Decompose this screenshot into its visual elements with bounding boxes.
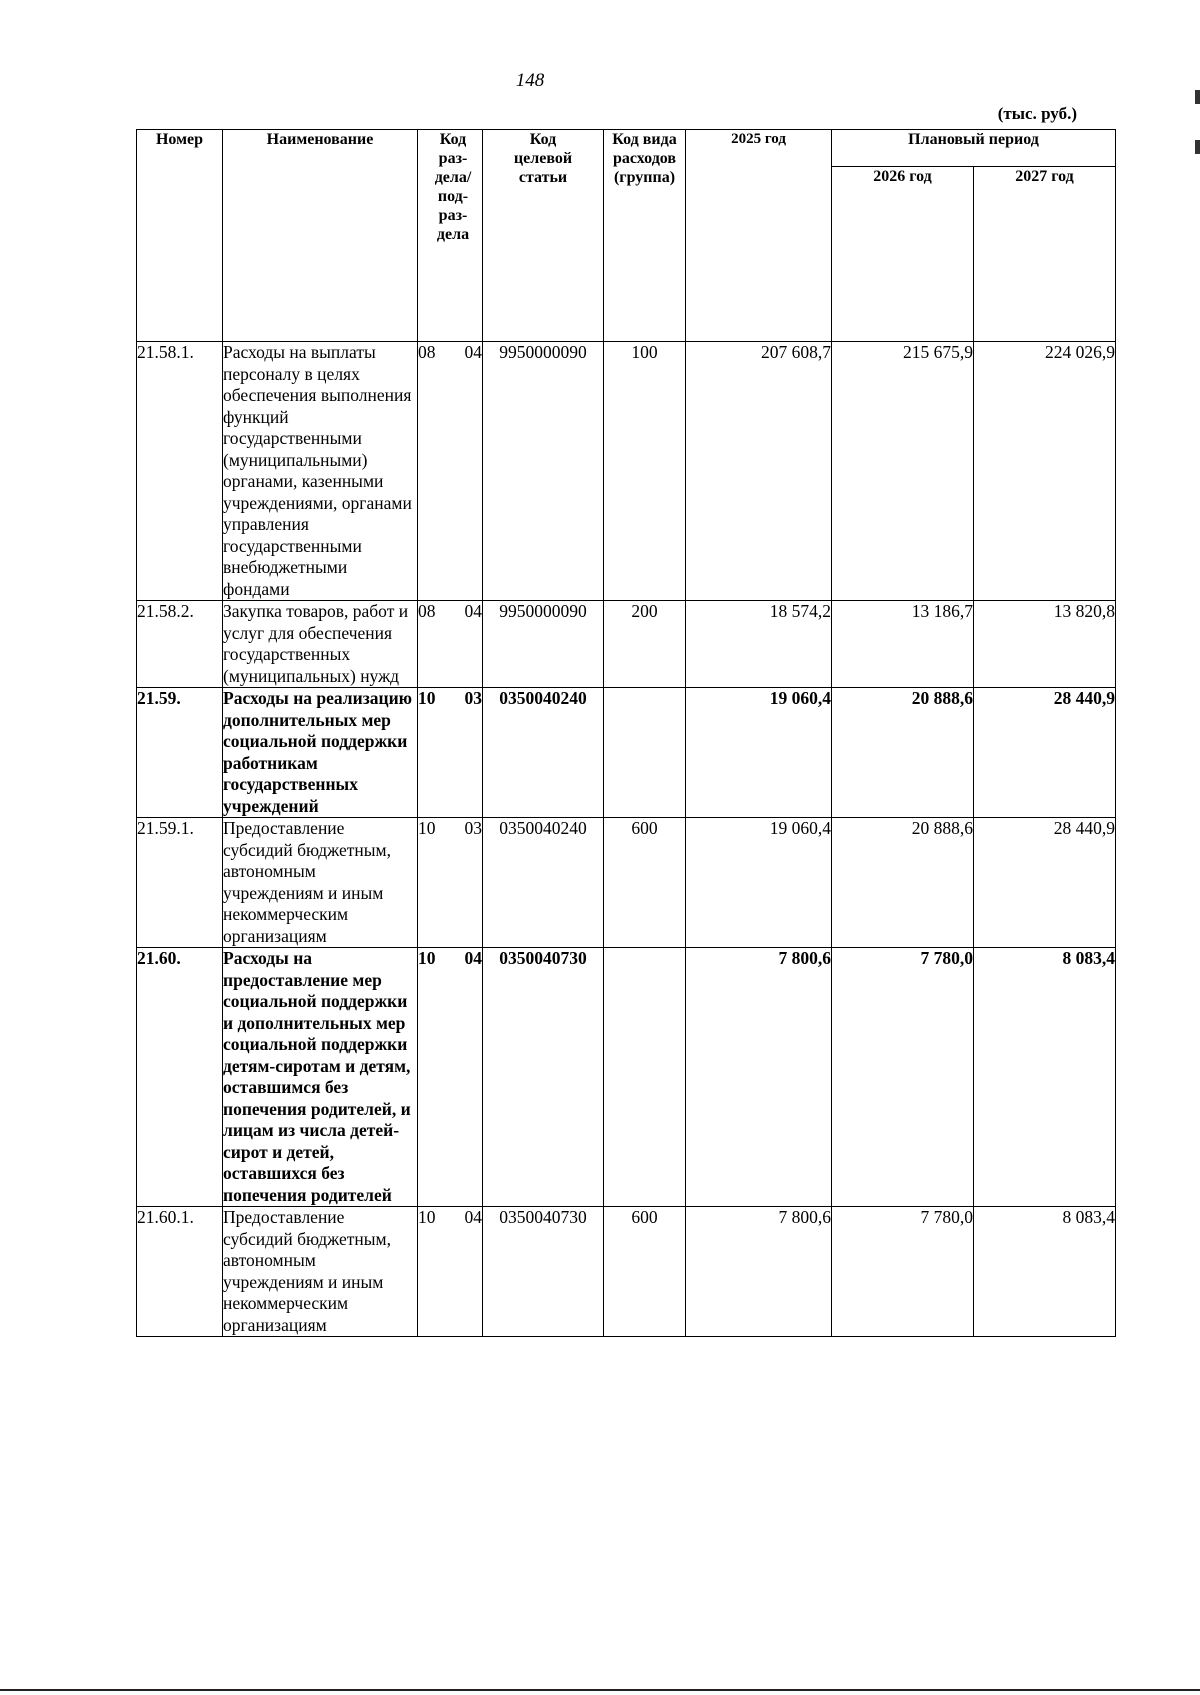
row-number: 21.60.1. [137,1207,223,1337]
row-value-2025: 19 060,4 [686,688,832,818]
header-number: Номер [137,130,223,342]
row-value-2027: 8 083,4 [974,948,1116,1207]
row-subsection: 03 [464,688,482,708]
row-section: 10 [418,818,436,838]
table-row [137,601,1116,688]
row-target-code: 9950000090 [483,342,604,601]
row-value-2027: 28 440,9 [974,818,1116,948]
row-section: 10 [418,688,436,708]
row-value-2027: 28 440,9 [974,688,1116,818]
row-value-2026: 13 186,7 [832,601,974,688]
row-value-2026: 20 888,6 [832,818,974,948]
row-name: Закупка товаров, работ и услуг для обеспечения государственных (муниципальных) нужд [223,601,418,688]
header-section-code: Код раз- дела/ под- раз- дела [418,130,483,342]
row-expense-kind: 600 [604,818,686,948]
row-value-2025: 7 800,6 [686,948,832,1207]
table-row [137,1207,1116,1337]
row-subsection: 03 [464,818,482,838]
row-subsection: 04 [464,1207,482,1227]
page-number: 148 [515,70,545,91]
row-section: 10 [418,948,436,968]
row-name: Предоставление субсидий бюджетным, автономным учреждениям и иным некоммерческим организациям [223,1207,418,1337]
row-expense-kind: 200 [604,601,686,688]
row-number: 21.58.2. [137,601,223,688]
row-number: 21.60. [137,948,223,1207]
row-section-code [418,601,483,688]
row-target-code: 0350040730 [483,1207,604,1337]
table-header [137,130,1116,342]
header-year-2026: 2026 год [832,167,974,342]
row-name: Расходы на реализацию дополнительных мер социальной поддержки работникам государственных учреждений [223,688,418,818]
row-expense-kind [604,688,686,818]
row-value-2026: 7 780,0 [832,948,974,1207]
header-name: Наименование [223,130,418,342]
row-value-2025: 207 608,7 [686,342,832,601]
row-section-code [418,818,483,948]
table-row [137,688,1116,818]
row-section: 08 [418,342,436,362]
row-expense-kind: 600 [604,1207,686,1337]
row-section: 08 [418,601,436,621]
row-name: Расходы на выплаты персоналу в целях обеспечения выполнения функций государственными (муниципальными) органами, казенными учреждениями, органами управления государственными внебюджетными фондами [223,342,418,601]
header-expense-kind: Код вида расходов (группа) [604,130,686,342]
row-section: 10 [418,1207,436,1227]
row-value-2025: 18 574,2 [686,601,832,688]
row-number: 21.59.1. [137,818,223,948]
table-row [137,342,1116,601]
table-row [137,948,1116,1207]
row-expense-kind [604,948,686,1207]
row-value-2025: 7 800,6 [686,1207,832,1337]
row-subsection: 04 [464,601,482,621]
row-value-2026: 20 888,6 [832,688,974,818]
row-target-code: 0350040240 [483,818,604,948]
row-expense-kind: 100 [604,342,686,601]
budget-table [136,129,1116,1337]
page-bottom-edge [0,1689,1200,1691]
table-row [137,818,1116,948]
scan-edge-mark [1195,140,1200,154]
row-target-code: 0350040240 [483,688,604,818]
row-name: Предоставление субсидий бюджетным, автономным учреждениям и иным некоммерческим организациям [223,818,418,948]
row-value-2026: 215 675,9 [832,342,974,601]
header-year-2027: 2027 год [974,167,1116,342]
row-value-2027: 8 083,4 [974,1207,1116,1337]
header-target-code: Код целевой статьи [483,130,604,342]
units-label: (тыс. руб.) [997,104,1077,123]
header-planned-period: Плановый период [832,130,1116,167]
row-section-code [418,948,483,1207]
header-year-2025: 2025 год [686,130,832,342]
row-value-2027: 224 026,9 [974,342,1116,601]
row-section-code [418,1207,483,1337]
row-number: 21.59. [137,688,223,818]
row-subsection: 04 [464,948,482,968]
row-name: Расходы на предоставление мер социальной поддержки и дополнительных мер социальной поддержки детям-сиротам и детям, оставшимся без попечения родителей, и лицам из числа детей-сирот и детей, оставшихся без попечения родителей [223,948,418,1207]
row-target-code: 0350040730 [483,948,604,1207]
row-section-code [418,688,483,818]
row-number: 21.58.1. [137,342,223,601]
row-section-code [418,342,483,601]
scan-edge-mark [1195,90,1200,104]
table-body [137,342,1116,1337]
row-value-2025: 19 060,4 [686,818,832,948]
row-value-2027: 13 820,8 [974,601,1116,688]
row-target-code: 9950000090 [483,601,604,688]
row-subsection: 04 [464,342,482,362]
row-value-2026: 7 780,0 [832,1207,974,1337]
